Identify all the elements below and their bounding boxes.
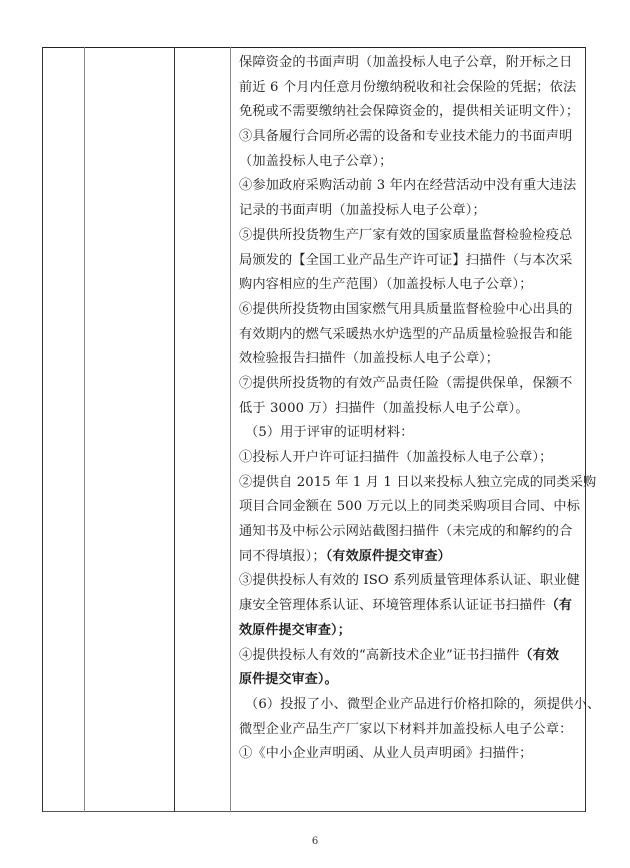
- line-text: ①投标人开户许可证扫描件（加盖投标人电子公章）；: [239, 450, 553, 465]
- line-text: 局颁发的【全国工业产品生产许可证】扫描件（与本次采: [239, 252, 573, 268]
- content-line: [239, 471, 597, 496]
- table-cell-content: [233, 48, 601, 767]
- line-text: （5）用于评审的证明材料：: [245, 425, 414, 441]
- content-line: [239, 298, 582, 323]
- line-text: 前近 6 个月内任意月份缴纳税收和社会保险的凭据；依法: [239, 79, 577, 95]
- line-bold-text: （有: [545, 598, 573, 614]
- content-line: [239, 742, 582, 767]
- line-text: ⑤提供所投货物生产厂家有效的国家质量监督检验检疫总: [239, 227, 573, 243]
- line-text: ③提供投标人有效的 ISO 系列质量管理体系认证、职业健: [239, 573, 580, 589]
- content-line: [239, 644, 582, 669]
- content-line: [239, 249, 582, 274]
- line-text: （加盖投标人电子公章）；: [239, 153, 393, 169]
- line-text: 保障资金的书面声明（加盖投标人电子公章，附开标之日: [239, 55, 573, 70]
- table-cell-empty: [85, 48, 174, 811]
- content-line: [239, 273, 582, 298]
- line-text: ⑥提供所投货物由国家燃气用具质量监督检验中心出具的: [239, 301, 573, 317]
- content-line: [239, 125, 582, 150]
- content-line: [239, 446, 582, 471]
- line-text: 效检验报告扫描件（加盖投标人电子公章）；: [239, 351, 500, 367]
- line-text: 记录的书面声明（加盖投标人电子公章）；: [239, 203, 486, 219]
- table-cell-empty: [43, 48, 84, 811]
- content-line: [239, 347, 582, 372]
- content-line: [239, 150, 582, 175]
- line-text: 有效期内的燃气采暖热水炉选型的产品质量检验报告和能: [239, 326, 573, 342]
- content-line: [239, 668, 582, 693]
- line-text: ①《中小企业声明函、从业人员声明函》扫描件；: [239, 746, 533, 762]
- content-line: [239, 520, 582, 545]
- page-number: 6: [311, 836, 319, 847]
- table-cell-empty: [175, 48, 230, 811]
- line-bold-text: （有效原件提交审查）: [325, 548, 451, 564]
- line-text: 购内容相应的生产范围）（加盖投标人电子公章）；: [239, 277, 533, 293]
- content-line: [239, 323, 582, 348]
- content-line: [239, 569, 582, 594]
- line-text: ④提供投标人有效的“高新技术企业”证书扫描件: [239, 647, 520, 663]
- line-text: 同不得填报）；: [239, 548, 326, 564]
- content-line: [239, 372, 582, 397]
- content-line: [239, 718, 582, 743]
- content-line: [239, 100, 582, 125]
- content-line: [239, 199, 582, 224]
- content-line: [239, 545, 582, 570]
- table-column-divider: [230, 47, 231, 812]
- content-line: [239, 174, 582, 199]
- requirements-table: [43, 47, 601, 812]
- content-line: [239, 619, 582, 644]
- content-line: [239, 421, 582, 446]
- content-line: [239, 51, 582, 76]
- line-text: 康安全管理体系认证、环境管理体系认证证书扫描件: [239, 598, 546, 614]
- content-line: [239, 594, 582, 619]
- content-line: [239, 397, 582, 422]
- content-line: [239, 693, 601, 718]
- line-text: （6）投报了小、微型企业产品进行价格扣除的，须提供小、: [245, 696, 601, 712]
- line-text: ②提供自 2015 年 1 月 1 日以来投标人独立完成的同类采购: [239, 474, 597, 490]
- line-bold-text: （有效: [519, 647, 559, 663]
- content-line: [239, 76, 582, 101]
- content-line: [239, 495, 582, 520]
- line-text: 低于 3000 万）扫描件（加盖投标人电子公章）。: [239, 400, 529, 416]
- line-text: 免税或不需要缴纳社会保障资金的，提供相关证明文件）；: [239, 104, 580, 120]
- line-text: 项目合同金额在 500 万元以上的同类采购项目合同、中标: [239, 499, 581, 515]
- line-bold-text: 原件提交审查）。: [239, 672, 338, 688]
- content-line: [239, 224, 582, 249]
- line-text: ③具备履行合同所必需的设备和专业技术能力的书面声明: [239, 129, 573, 145]
- line-text: ④参加政府采购活动前 3 年内在经营活动中没有重大违法: [239, 178, 577, 194]
- line-text: ⑦提供所投货物的有效产品责任险（需提供保单，保额不: [239, 375, 573, 391]
- line-text: 通知书及中标公示网站截图扫描件（未完成的和解约的合: [239, 524, 573, 540]
- line-text: 微型企业产品生产厂家以下材料并加盖投标人电子公章：: [239, 721, 573, 737]
- line-bold-text: 效原件提交审查）；: [239, 622, 351, 638]
